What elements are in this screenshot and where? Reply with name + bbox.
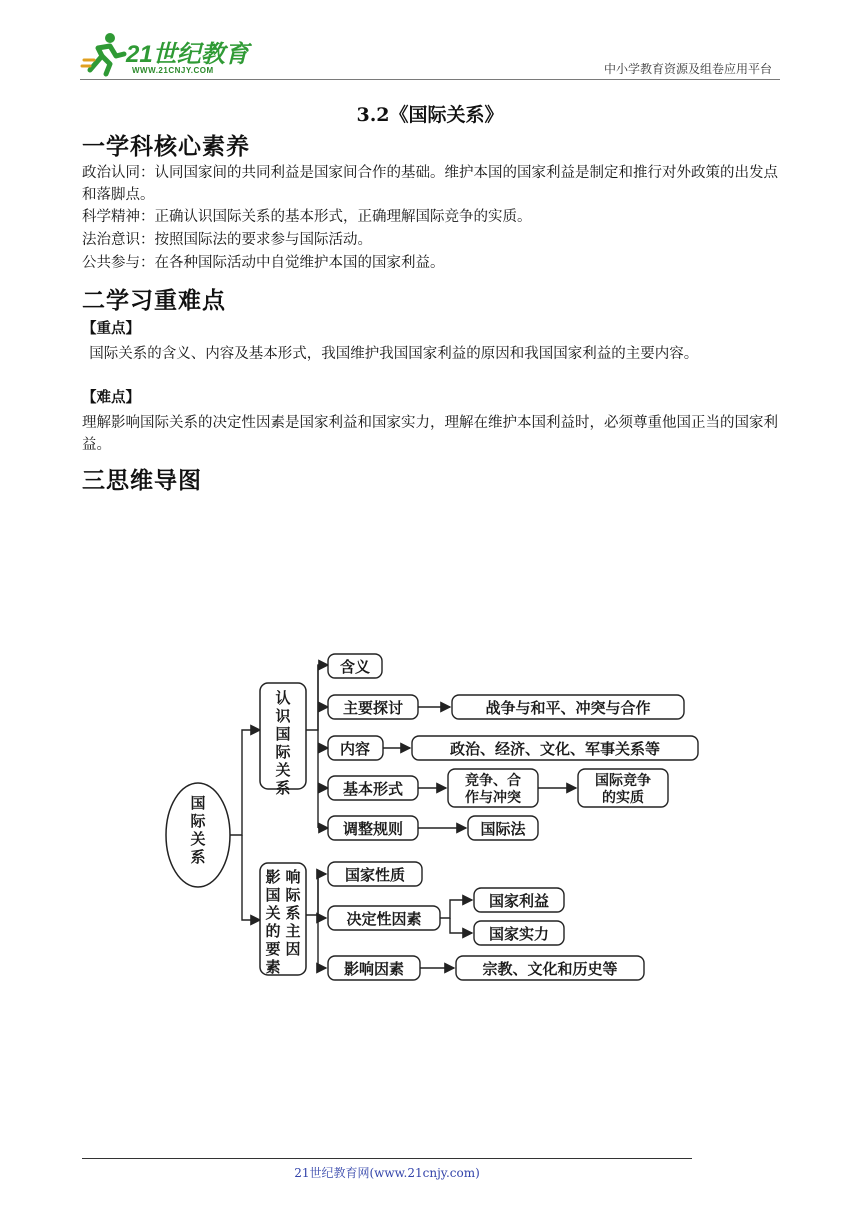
node-religion-culture-history bbox=[456, 956, 644, 980]
node-content bbox=[328, 736, 383, 760]
footer-site-link[interactable]: 21世纪教育网(www.21cnjy.com) bbox=[294, 1166, 480, 1180]
svg-text:内容: 内容 bbox=[339, 740, 371, 758]
header-divider bbox=[80, 79, 780, 80]
key-point-text: 国际关系的含义、内容及基本形式，我国维护我国国家利益的原因和我国国家利益的主要内容。 bbox=[89, 346, 699, 362]
mind-map-root-node bbox=[166, 783, 230, 887]
difficulty-text: 理解影响国际关系的决定性因素是国家利益和国家实力，理解在维护本国利益时，必须尊重他国正当的国家利益。 bbox=[82, 415, 778, 453]
mind-map-branch-factors bbox=[260, 863, 306, 976]
svg-text:国家实力: 国家实力 bbox=[488, 925, 550, 943]
logo-subtext: WWW.21CNJY.COM bbox=[132, 66, 214, 75]
svg-text:政治、经济、文化、军事关系等: 政治、经济、文化、军事关系等 bbox=[449, 740, 661, 758]
node-international-law bbox=[468, 816, 538, 840]
section-heading-core-literacy: 一学科核心素养 bbox=[82, 134, 250, 160]
section-heading-mind-map: 三思维导图 bbox=[82, 468, 202, 494]
difficulty-label: 【难点】 bbox=[82, 389, 140, 406]
svg-text:影响因素: 影响因素 bbox=[343, 960, 405, 978]
page-header bbox=[80, 30, 780, 80]
section-heading-key-points: 二学习重难点 bbox=[82, 288, 226, 314]
svg-text:战争与和平、冲突与合作: 战争与和平、冲突与合作 bbox=[485, 699, 651, 717]
svg-text:调整规则: 调整规则 bbox=[342, 820, 404, 838]
node-influencing-factors bbox=[328, 956, 420, 980]
logo bbox=[80, 30, 280, 78]
svg-text:竞争、合: 竞争、合 bbox=[465, 773, 521, 789]
svg-text:国家性质: 国家性质 bbox=[344, 866, 406, 884]
mind-map-branch-understand bbox=[260, 683, 306, 797]
branch1-text: 认识国际关系 bbox=[275, 689, 291, 797]
node-adjust-rules bbox=[328, 816, 418, 840]
node-national-strength bbox=[474, 921, 564, 945]
svg-text:的实质: 的实质 bbox=[602, 790, 644, 806]
paragraph-public-participation: 公共参与：在各种国际活动中自觉维护本国的国家利益。 bbox=[82, 255, 445, 271]
svg-text:国际竞争: 国际竞争 bbox=[595, 773, 651, 789]
svg-text:决定性因素: 决定性因素 bbox=[346, 910, 422, 928]
node-decisive-factor bbox=[328, 906, 440, 930]
node-basic-forms bbox=[328, 776, 418, 800]
root-text: 国际关系 bbox=[190, 794, 206, 866]
page-title: 3.2《国际关系》 bbox=[356, 104, 504, 126]
branch2-text: 影国关的要素响际系主因 bbox=[265, 868, 301, 976]
node-competition-essence bbox=[578, 769, 668, 807]
logo-text: 21世纪教育 bbox=[126, 41, 249, 68]
svg-text:宗教、文化和历史等: 宗教、文化和历史等 bbox=[482, 960, 618, 978]
key-point-label: 【重点】 bbox=[82, 320, 140, 337]
paragraph-political-identity: 政治认同：认同国家间的共同利益是国家间合作的基础。维护本国的国家利益是制定和推行对外政策的出发点和落脚点。 bbox=[82, 165, 778, 203]
runner-logo-icon bbox=[80, 30, 128, 78]
platform-label: 中小学教育资源及组卷应用平台 bbox=[603, 62, 772, 76]
svg-text:国家利益: 国家利益 bbox=[488, 892, 550, 910]
node-state-nature bbox=[328, 862, 422, 886]
node-main-topic bbox=[328, 695, 418, 719]
node-content-leaf bbox=[412, 736, 698, 760]
node-meaning bbox=[328, 654, 382, 678]
svg-text:主要探讨: 主要探讨 bbox=[342, 699, 404, 717]
svg-text:国际法: 国际法 bbox=[480, 820, 526, 838]
svg-text:含义: 含义 bbox=[339, 658, 371, 676]
svg-text:基本形式: 基本形式 bbox=[342, 780, 404, 798]
node-competition-cooperation bbox=[448, 769, 538, 807]
node-national-interest bbox=[474, 888, 564, 912]
node-war-peace bbox=[452, 695, 684, 719]
paragraph-scientific-spirit: 科学精神：正确认识国际关系的基本形式，正确理解国际竞争的实质。 bbox=[82, 209, 532, 225]
paragraph-rule-of-law: 法治意识：按照国际法的要求参与国际活动。 bbox=[82, 232, 372, 248]
svg-text:作与冲突: 作与冲突 bbox=[465, 790, 521, 806]
mind-map-diagram bbox=[160, 645, 720, 990]
footer-divider bbox=[82, 1158, 692, 1159]
